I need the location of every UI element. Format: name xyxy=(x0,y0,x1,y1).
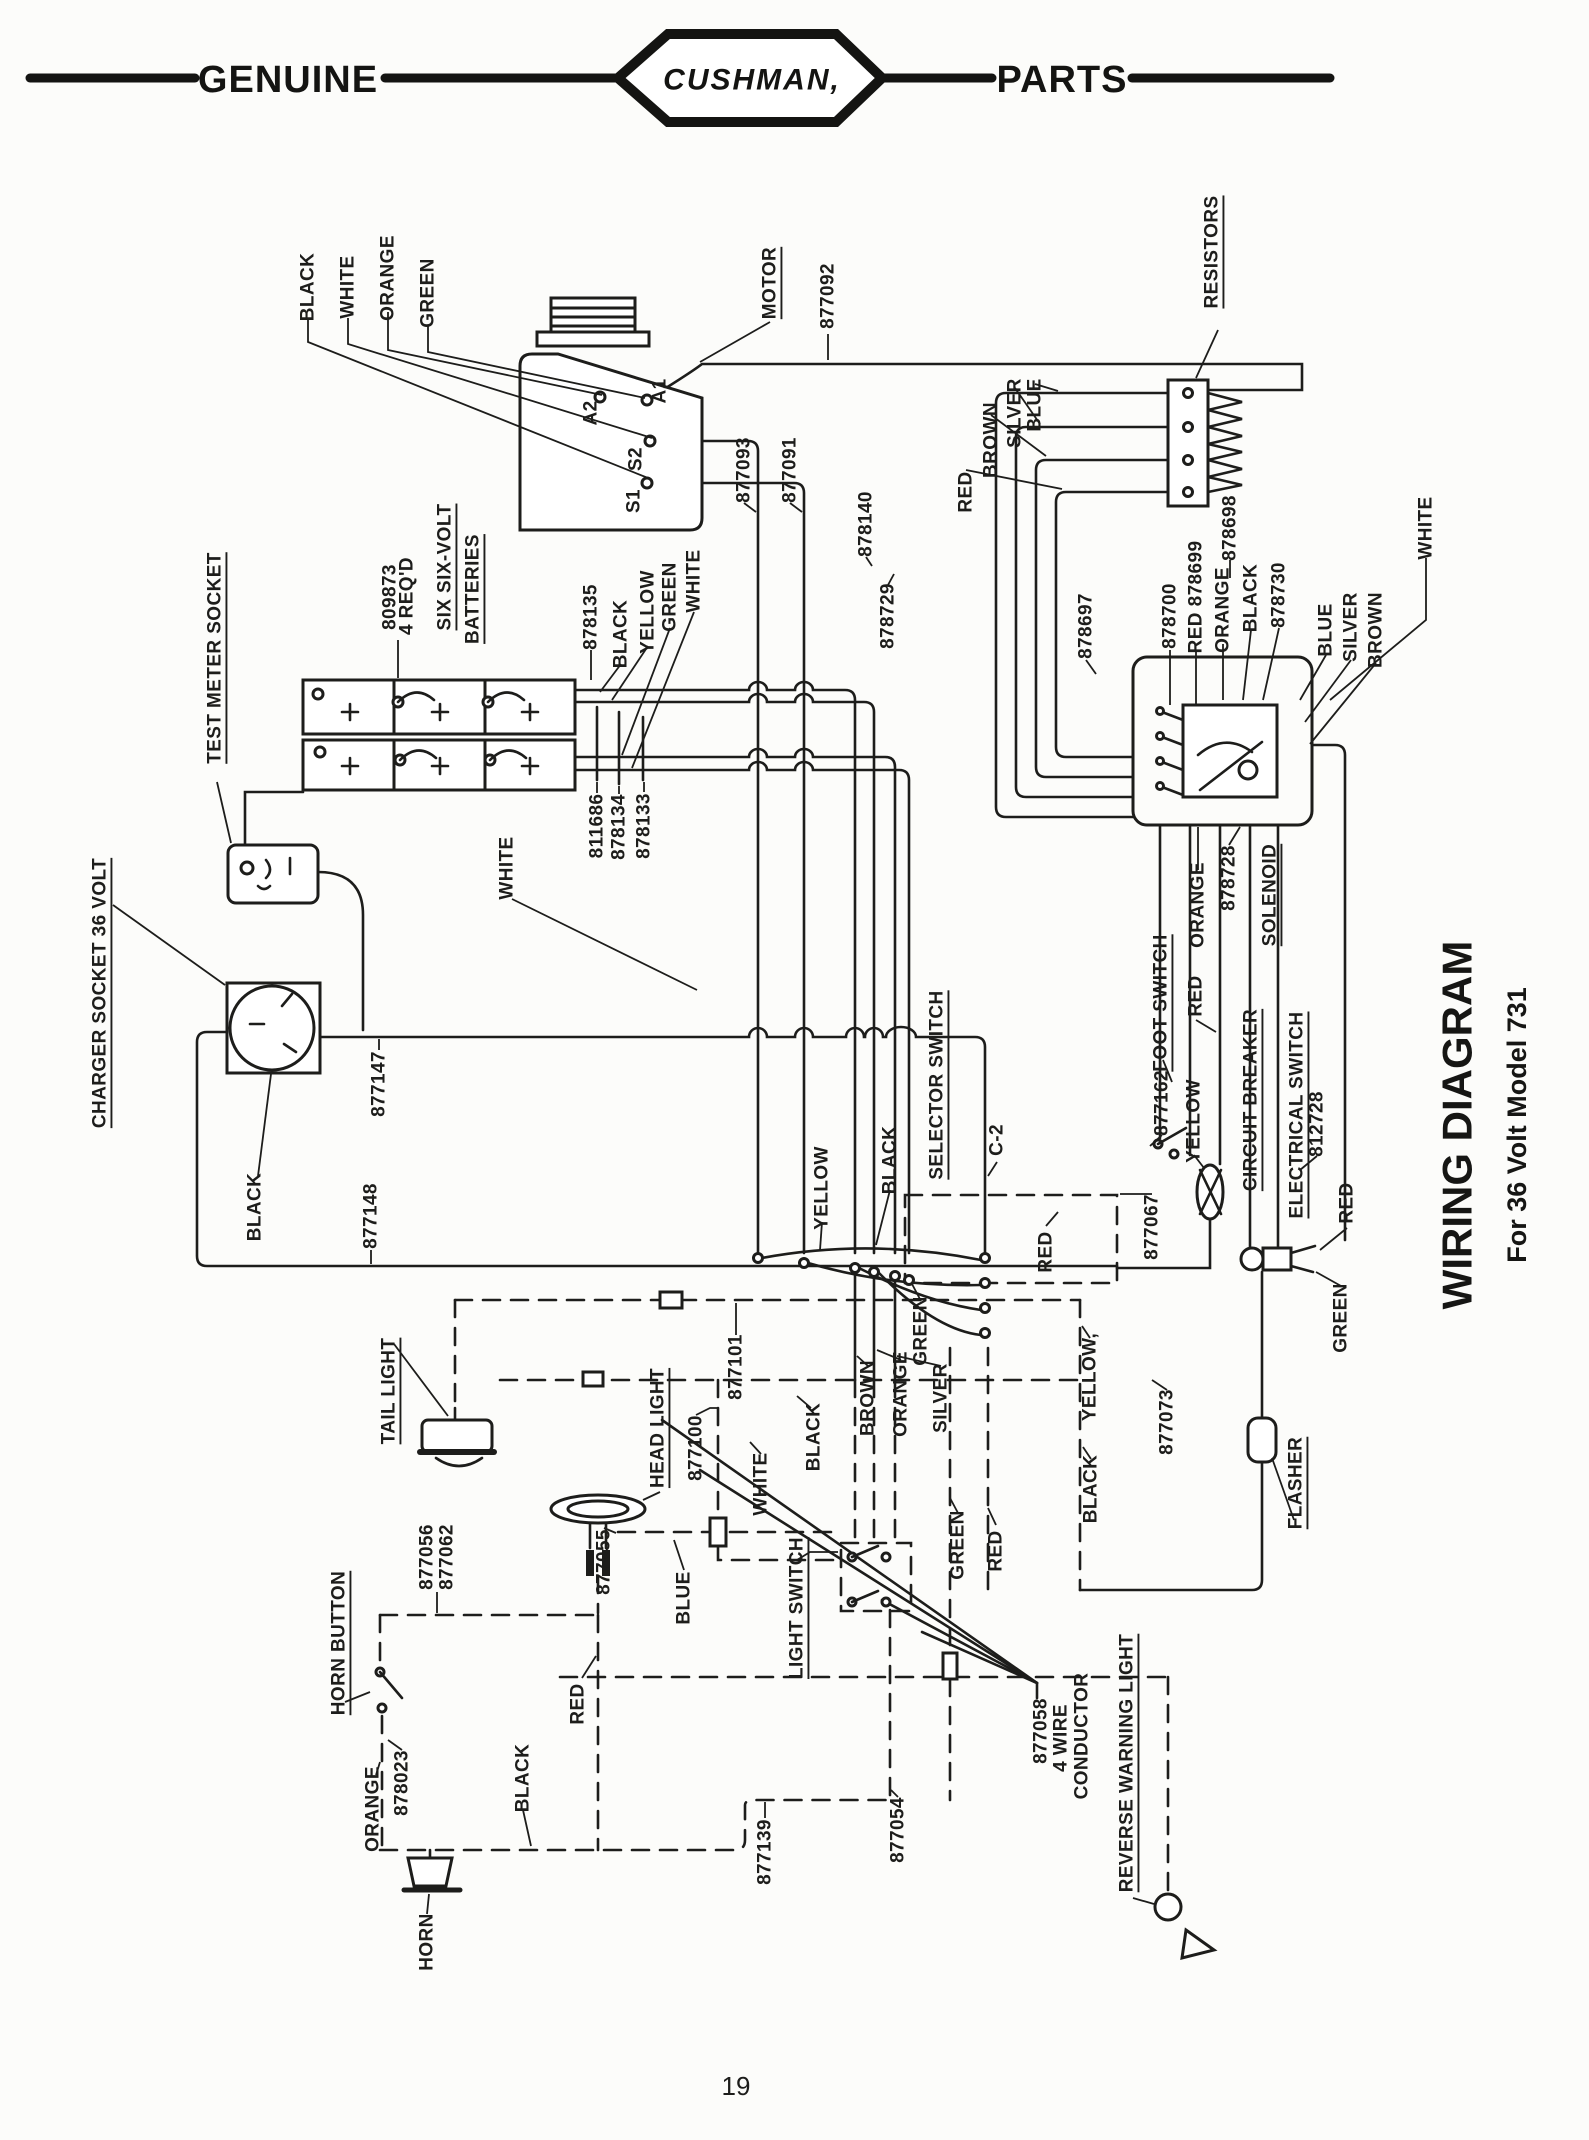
wire-brown-selector-label: BROWN xyxy=(857,1360,879,1436)
wire-orange-top-label: ORANGE xyxy=(377,235,399,321)
wire-white-battery-label: WHITE xyxy=(683,549,705,613)
solenoid-box xyxy=(1183,705,1277,797)
motor-cap-base xyxy=(537,332,649,346)
solenoid-terminal xyxy=(1157,733,1164,740)
labels-layer xyxy=(90,195,1437,1970)
part-878697-leader xyxy=(1086,660,1096,674)
part-878134: 878134 xyxy=(608,794,630,860)
wire-white-mid-label-leader xyxy=(512,899,697,990)
electrical-switch-prongs xyxy=(1291,1246,1315,1272)
wire-segment xyxy=(197,1032,1117,1266)
selector-terminal xyxy=(754,1254,763,1263)
tail-light-symbol xyxy=(422,1420,492,1452)
page-number: 19 xyxy=(721,2071,751,2101)
resistor-element xyxy=(1208,427,1242,460)
test-meter-socket-label: TEST METER SOCKET xyxy=(204,552,226,764)
batteries-title-line2: BATTERIES xyxy=(462,534,484,644)
reverse-warning-light-label: REVERSE WARNING LIGHT xyxy=(1116,1633,1138,1893)
wire-blue-right-label: BLUE xyxy=(1315,603,1337,657)
part-812728: 812728 xyxy=(1306,1091,1328,1157)
part-877054: 877054 xyxy=(887,1797,909,1863)
electrical-switch-label: ELECTRICAL SWITCH xyxy=(1286,1011,1308,1219)
wire-red-light-label: RED xyxy=(567,1683,589,1725)
wire-black-charger-label: BLACK xyxy=(244,1172,266,1242)
part-877100: 877100 xyxy=(685,1415,707,1481)
page-title-line2: For 36 Volt Model 731 xyxy=(1502,987,1532,1263)
header-parts: PARTS xyxy=(996,59,1128,101)
part-878133: 878133 xyxy=(633,793,655,859)
selector-terminal xyxy=(851,1264,860,1273)
motor-label: MOTOR xyxy=(759,246,781,320)
wire-orange-selector-label: ORANGE xyxy=(890,1351,912,1437)
part-877093-leader xyxy=(744,503,756,512)
wire-segment xyxy=(380,1800,890,1850)
light-switch-label: LIGHT SWITCH xyxy=(786,1536,808,1680)
wire-white-right-label: WHITE xyxy=(1415,496,1437,560)
wire-yellow-foot-label: YELLOW xyxy=(1183,1079,1205,1163)
wire-black-charger-label-leader xyxy=(258,1074,271,1176)
part-878729: 878729 xyxy=(877,583,899,649)
flasher-label: FLASHER xyxy=(1285,1436,1307,1530)
wire-red-foot-label: RED xyxy=(1185,975,1207,1017)
part-877073: 877073 xyxy=(1156,1389,1178,1455)
terminal-c2-label: C-2 xyxy=(986,1124,1008,1156)
resistor-element xyxy=(1208,460,1242,492)
terminal-a1-label: A1 xyxy=(649,378,671,404)
resistor-terminal xyxy=(1184,423,1193,432)
part-877091: 877091 xyxy=(779,437,801,503)
horn-button-lever xyxy=(380,1672,402,1698)
part-878697: 878697 xyxy=(1075,593,1097,659)
wire-segment xyxy=(882,1600,1037,1683)
part-877093: 877093 xyxy=(733,437,755,503)
wire-segment xyxy=(245,792,303,845)
solenoid-terminal xyxy=(1157,758,1164,765)
part-877100-leader xyxy=(696,1408,718,1415)
cushman-logo-text: CUSHMAN, xyxy=(663,63,841,97)
head-light-label: HEAD LIGHT xyxy=(647,1367,669,1489)
selector-terminal xyxy=(981,1254,990,1263)
reverse-warning-light-symbol xyxy=(1155,1894,1181,1920)
charger-socket-label: CHARGER SOCKET 36 VOLT xyxy=(89,857,111,1129)
solenoid-label: SOLENOID xyxy=(1259,843,1281,947)
wire-blue-resistor-label: BLUE xyxy=(1024,378,1046,432)
part-877056: 877056 xyxy=(416,1524,438,1590)
wire-white-light-label-leader xyxy=(750,1442,761,1454)
wire-white-mid-label: WHITE xyxy=(496,836,518,900)
tail-light-dome xyxy=(436,1458,482,1466)
battery-part-809873: 809873 xyxy=(379,564,401,630)
title-block xyxy=(1434,941,1533,1310)
wire-black-flasher-label: BLACK xyxy=(1080,1454,1102,1524)
charger-socket-box xyxy=(227,983,320,1073)
solenoid-terminal xyxy=(1157,783,1164,790)
part-878140-leader xyxy=(866,557,872,566)
part-878700: 878700 xyxy=(1159,583,1181,649)
wire-segment xyxy=(922,1632,1037,1683)
inline-connector xyxy=(583,1372,603,1386)
tail-light-label-leader xyxy=(394,1344,448,1416)
battery-terminal xyxy=(313,689,323,699)
wire-black-horn-label: BLACK xyxy=(512,1743,534,1813)
part-878023-leader xyxy=(388,1740,402,1750)
wire-blue-light-label-leader xyxy=(674,1540,684,1570)
wire-silver-right-label: SILVER xyxy=(1340,592,1362,662)
wire-green-lower-label: GREEN xyxy=(947,1510,969,1580)
inline-connector xyxy=(660,1292,682,1308)
wire-red-keyswitch-label: RED xyxy=(1336,1182,1358,1224)
part-878728-leader xyxy=(1229,827,1240,845)
part-877054-leader xyxy=(891,1790,898,1797)
horn-button-contact xyxy=(378,1704,386,1712)
horn-label: HORN xyxy=(416,1913,438,1971)
junction-dashed-box xyxy=(905,1195,1117,1283)
foot-switch-label: FOOT SWITCH xyxy=(1150,934,1172,1072)
selector-terminal xyxy=(981,1329,990,1338)
wire-silver-resistor-label: SILVER xyxy=(1004,378,1026,448)
wire-orange-horn-label: ORANGE xyxy=(362,1766,384,1852)
head-light-lens xyxy=(551,1495,645,1523)
part-878140: 878140 xyxy=(855,491,877,557)
resistor-terminal xyxy=(1184,389,1193,398)
wire-orange-solenoid-top-label: ORANGE xyxy=(1212,567,1234,653)
resistors-label-leader xyxy=(1196,330,1218,378)
part-877091-leader xyxy=(790,503,802,512)
wire-green-keyswitch-label: GREEN xyxy=(1330,1283,1352,1353)
wire-black-selector-label: BLACK xyxy=(879,1125,901,1195)
horn-label-leader xyxy=(427,1894,429,1914)
solenoid-terminal xyxy=(1157,708,1164,715)
charger-socket-label-leader xyxy=(113,905,225,985)
part-877101: 877101 xyxy=(725,1334,747,1400)
selector-terminal xyxy=(870,1268,879,1277)
inline-connector xyxy=(710,1518,726,1546)
horn-symbol xyxy=(408,1858,452,1886)
part-877058: 877058 xyxy=(1030,1698,1052,1764)
terminal-s2-label: S2 xyxy=(625,446,647,472)
wire-red-lower-label: RED xyxy=(985,1530,1007,1572)
resistor-element xyxy=(1208,393,1242,427)
resistor-terminal xyxy=(1184,456,1193,465)
wire-white-light-label: WHITE xyxy=(750,1452,772,1516)
wire-black-solenoid-top-label: BLACK xyxy=(1240,563,1262,633)
header-genuine: GENUINE xyxy=(197,59,379,101)
wire-segment xyxy=(1117,1219,1210,1268)
resistors-label: RESISTORS xyxy=(1201,195,1223,309)
batteries-title-line1: SIX SIX-VOLT xyxy=(434,503,456,631)
conductor-line3: CONDUCTOR xyxy=(1071,1672,1093,1800)
wire-white-top-label: WHITE xyxy=(337,255,359,319)
wire-black-selector-label-leader xyxy=(876,1190,890,1245)
wire-red-keyswitch-label-leader xyxy=(1320,1228,1347,1250)
wire-brown-right-label: BROWN xyxy=(1365,592,1387,668)
wire-segment xyxy=(318,872,363,1030)
wire-silver-selector-label: SILVER xyxy=(930,1363,952,1433)
wire-yellow-battery-label: YELLOW xyxy=(637,570,659,654)
selector-terminal xyxy=(981,1304,990,1313)
selector-terminal xyxy=(800,1259,809,1268)
terminal-c2-label-leader xyxy=(988,1162,997,1176)
solenoid-terminal-leads xyxy=(1162,712,1183,795)
part-878135: 878135 xyxy=(580,584,602,650)
wire-green-top-label: GREEN xyxy=(417,258,439,328)
wires-dashed xyxy=(380,1195,1168,1892)
tail-light-label: TAIL LIGHT xyxy=(378,1337,400,1445)
selector-terminal xyxy=(891,1272,900,1281)
reverse-warning-arrow xyxy=(1182,1930,1214,1958)
header xyxy=(30,34,1330,122)
motor-body xyxy=(520,354,702,530)
wire-segment xyxy=(1312,745,1345,1240)
light-switch-contact xyxy=(882,1553,890,1561)
part-878023: 878023 xyxy=(391,1750,413,1816)
part-878699: RED 878699 xyxy=(1185,540,1207,654)
wire-black-light-label: BLACK xyxy=(803,1402,825,1472)
wire-black-horn-label-leader xyxy=(523,1810,531,1846)
wire-red-foot-label-leader xyxy=(1196,1020,1216,1032)
part-877073-leader xyxy=(1152,1380,1167,1390)
wire-brown-resistor-label: BROWN xyxy=(980,402,1002,478)
part-877148: 877148 xyxy=(360,1183,382,1249)
part-878730-leader xyxy=(1263,628,1279,700)
page-title-line1: WIRING DIAGRAM xyxy=(1433,940,1481,1310)
part-877092: 877092 xyxy=(817,263,839,329)
wire-red-resistor-label: RED xyxy=(955,471,977,513)
test-meter-socket xyxy=(228,845,318,903)
wire-green-selector-label: GREEN xyxy=(910,1296,932,1366)
inline-connector xyxy=(943,1653,957,1679)
circuit-breaker-label: CIRCUIT BREAKER xyxy=(1240,1008,1262,1192)
part-877055: 877055 xyxy=(593,1529,615,1595)
wire-yellow-selector-label: YELLOW xyxy=(811,1146,833,1230)
wire-black-top-label: BLACK xyxy=(297,252,319,322)
part-878728: 878728 xyxy=(1218,845,1240,911)
part-878698: 878698 xyxy=(1219,495,1241,561)
flasher-symbol xyxy=(1248,1418,1276,1462)
head-light-label-leader xyxy=(643,1492,660,1500)
selector-terminal xyxy=(905,1276,914,1285)
horn-button-label: HORN BUTTON xyxy=(328,1570,350,1716)
part-877139: 877139 xyxy=(754,1819,776,1885)
battery-terminal xyxy=(315,747,325,757)
reverse-warning-light-label-leader xyxy=(1133,1898,1154,1904)
part-877067: 877067 xyxy=(1141,1194,1163,1260)
part-877147: 877147 xyxy=(368,1051,390,1117)
wire-yellow-flasher-label: YELLOW, xyxy=(1079,1332,1101,1422)
electrical-switch-ring xyxy=(1241,1248,1263,1270)
battery-req-label: 4 REQ'D xyxy=(396,556,418,636)
part-878730: 878730 xyxy=(1268,562,1290,628)
wire-red-light-label-leader xyxy=(582,1656,596,1678)
wire-black-solenoid-top-label-leader xyxy=(1243,630,1251,700)
foot-switch-contact xyxy=(1170,1150,1178,1158)
wire-segment xyxy=(762,1248,981,1260)
terminal-a2-label: A2 xyxy=(580,400,602,426)
resistor-terminal xyxy=(1184,488,1193,497)
light-switch-contact xyxy=(882,1598,890,1606)
wire-green-battery-label: GREEN xyxy=(659,562,681,632)
wire-red-junction-label: RED xyxy=(1035,1231,1057,1273)
wire-red-junction-label-leader xyxy=(1046,1212,1058,1226)
motor-terminal-s1 xyxy=(642,478,652,488)
selector-terminal xyxy=(981,1279,990,1288)
wire-segment xyxy=(718,1546,838,1560)
part-877162: 877162 xyxy=(1151,1070,1173,1136)
conductor-line2: 4 WIRE xyxy=(1050,1704,1072,1772)
test-meter-socket-label-leader xyxy=(217,782,231,843)
wire-segment xyxy=(1080,1462,1262,1590)
wire-orange-solenoid-label: ORANGE xyxy=(1187,862,1209,948)
terminal-s1-label: S1 xyxy=(623,488,645,514)
part-811686: 811686 xyxy=(586,793,608,859)
wire-black-battery-label: BLACK xyxy=(610,599,632,669)
wire-brown-right-label-leader xyxy=(1310,663,1376,744)
part-877062: 877062 xyxy=(436,1524,458,1590)
motor-label-leader xyxy=(700,322,770,362)
wire-blue-light-label: BLUE xyxy=(673,1571,695,1625)
electrical-switch-body xyxy=(1263,1248,1291,1270)
selector-switch-label: SELECTOR SWITCH xyxy=(926,990,948,1180)
